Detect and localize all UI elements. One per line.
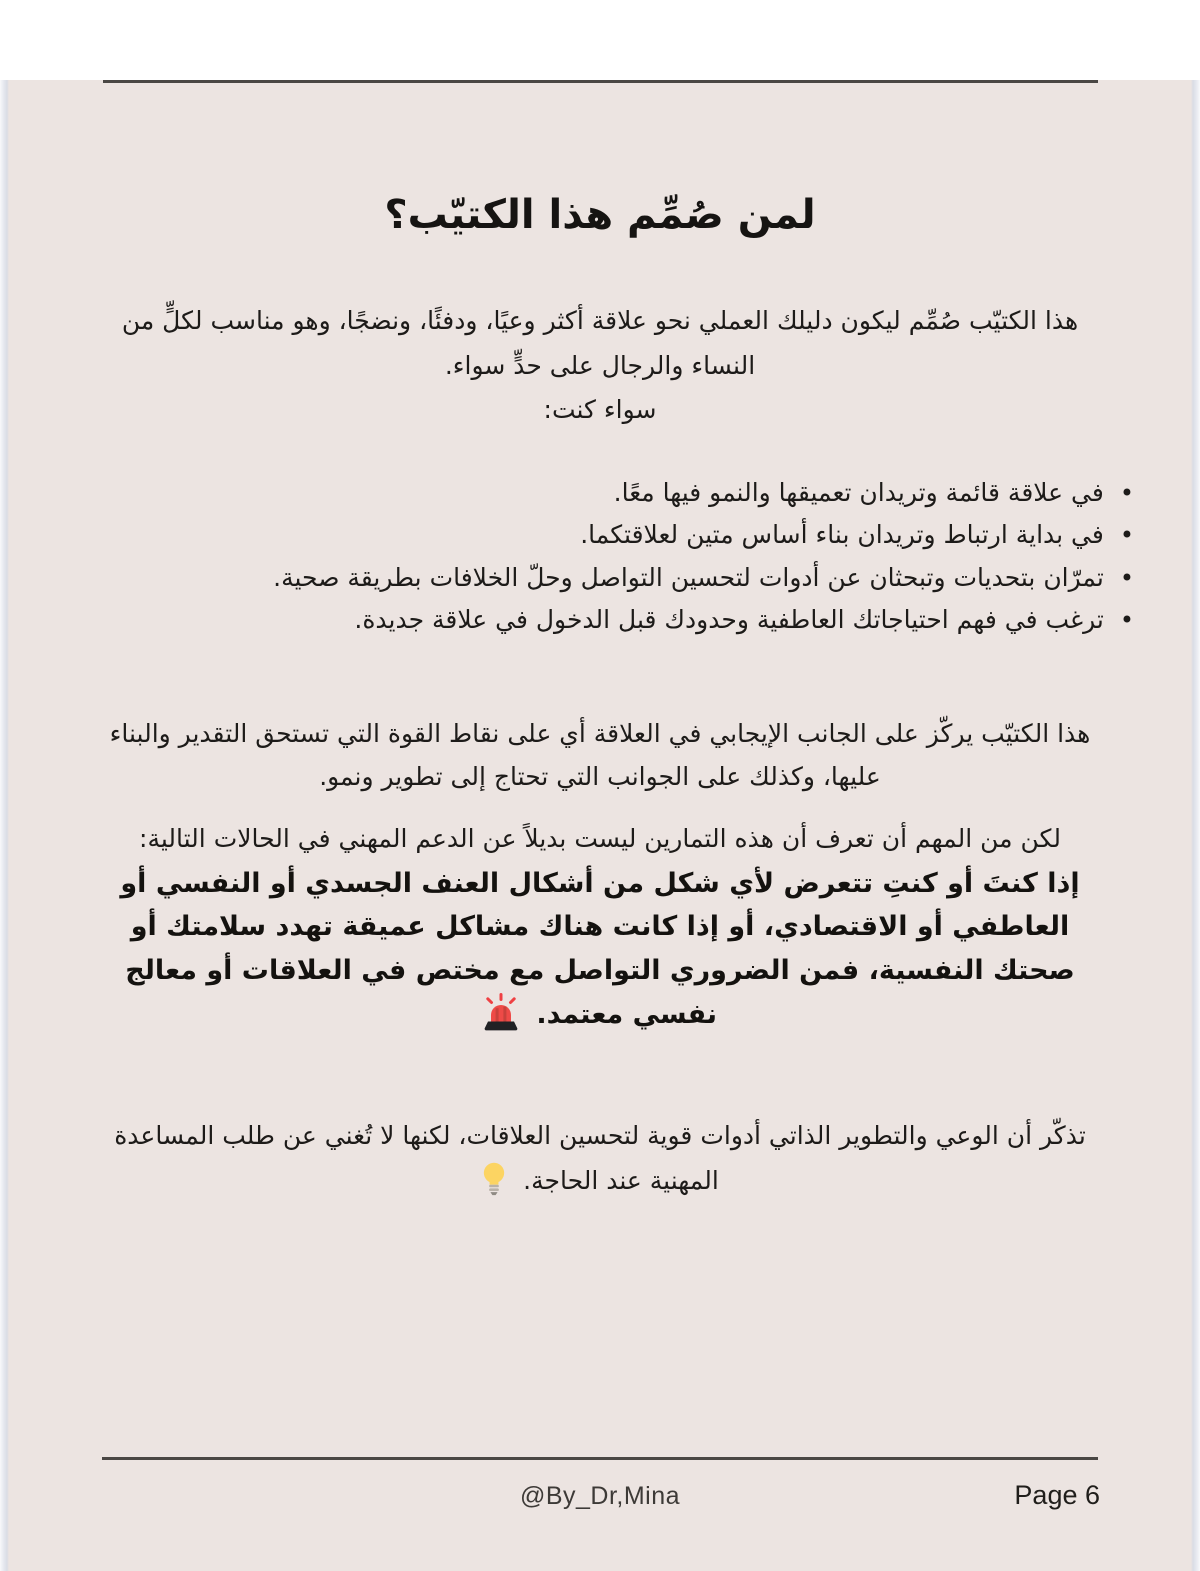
bullet-icon: • [1119,521,1134,549]
rotating-light-siren-icon [483,993,519,1031]
list-item-text: في علاقة قائمة وتريدان تعميقها والنمو فيها معًا. [613,477,1104,507]
list-item-text: ترغب في فهم احتياجاتك العاطفية وحدودك قبل الدخول في علاقة جديدة. [354,605,1104,634]
light-bulb-icon [481,1161,507,1197]
reminder-text: تذكّر أن الوعي والتطوير الذاتي أدوات قوية لتحسين العلاقات، لكنها لا تُغني عن طلب المساعدة المهنية عند الحاجة. [114,1121,1086,1195]
professional-help-warning [100,862,1100,1037]
bottom-rule-divider [102,1457,1098,1460]
viewer-edge-left [0,80,9,1571]
list-item [100,479,1134,507]
top-rule-divider [103,80,1098,83]
list-item [100,521,1134,549]
reminder-paragraph [100,1114,1100,1203]
viewer-edge-right [1191,80,1200,1571]
note-intro-line: لكن من المهم أن تعرف أن هذه التمارين ليست بديلاً عن الدعم المهني في الحالات التالية: [139,824,1061,853]
bullet-icon: • [1119,606,1134,634]
lead-in-line: سواء كنت: [543,395,657,424]
list-item-text: تمرّان بتحديات وتبحثان عن أدوات لتحسين التواصل وحلّ الخلافات بطريقة صحية. [273,562,1104,592]
intro-paragraph: هذا الكتيّب صُمِّم ليكون دليلك العملي نحو علاقة أكثر وعيًا، ودفئًا، ونضجًا، وهو مناسب لكلٍّ من النساء والرجال على حدٍّ سواء. [121,306,1079,380]
list-item-text: في بداية ارتباط وتريدان بناء أساس متين لعلاقتكما. [580,520,1104,549]
document-page [0,80,1200,1571]
bullet-icon: • [1119,478,1134,507]
page-number: Page 6 [1014,1480,1100,1510]
bullet-icon: • [1119,563,1134,592]
page-footer [100,1478,1100,1518]
audience-bullet-list [100,479,1134,634]
warning-text: إذا كنتَ أو كنتِ تتعرض لأي شكل من أشكال العنف الجسدي أو النفسي أو العاطفي أو الاقتصادي، أو إذا كانت هناك مشاكل عميقة تهدد سلامتك أو صحتك النفسية، فمن الضروري التواصل مع مختص في العلاقات أو معالج نفسي معتمد. [120,867,1080,1030]
focus-paragraph: هذا الكتيّب يركّز على الجانب الإيجابي في العلاقة أي على نقاط القوة التي تستحق التقدير والبناء عليها، وكذلك على الجوانب التي تحتاج إلى تطوير ونمو. [109,718,1091,792]
list-item [100,564,1134,592]
list-item [100,606,1134,634]
author-handle: @By_Dr,Mina [519,1482,681,1510]
page-content [0,80,1200,1571]
page-title: لمن صُمِّم هذا الكتيّب؟ [384,192,816,238]
